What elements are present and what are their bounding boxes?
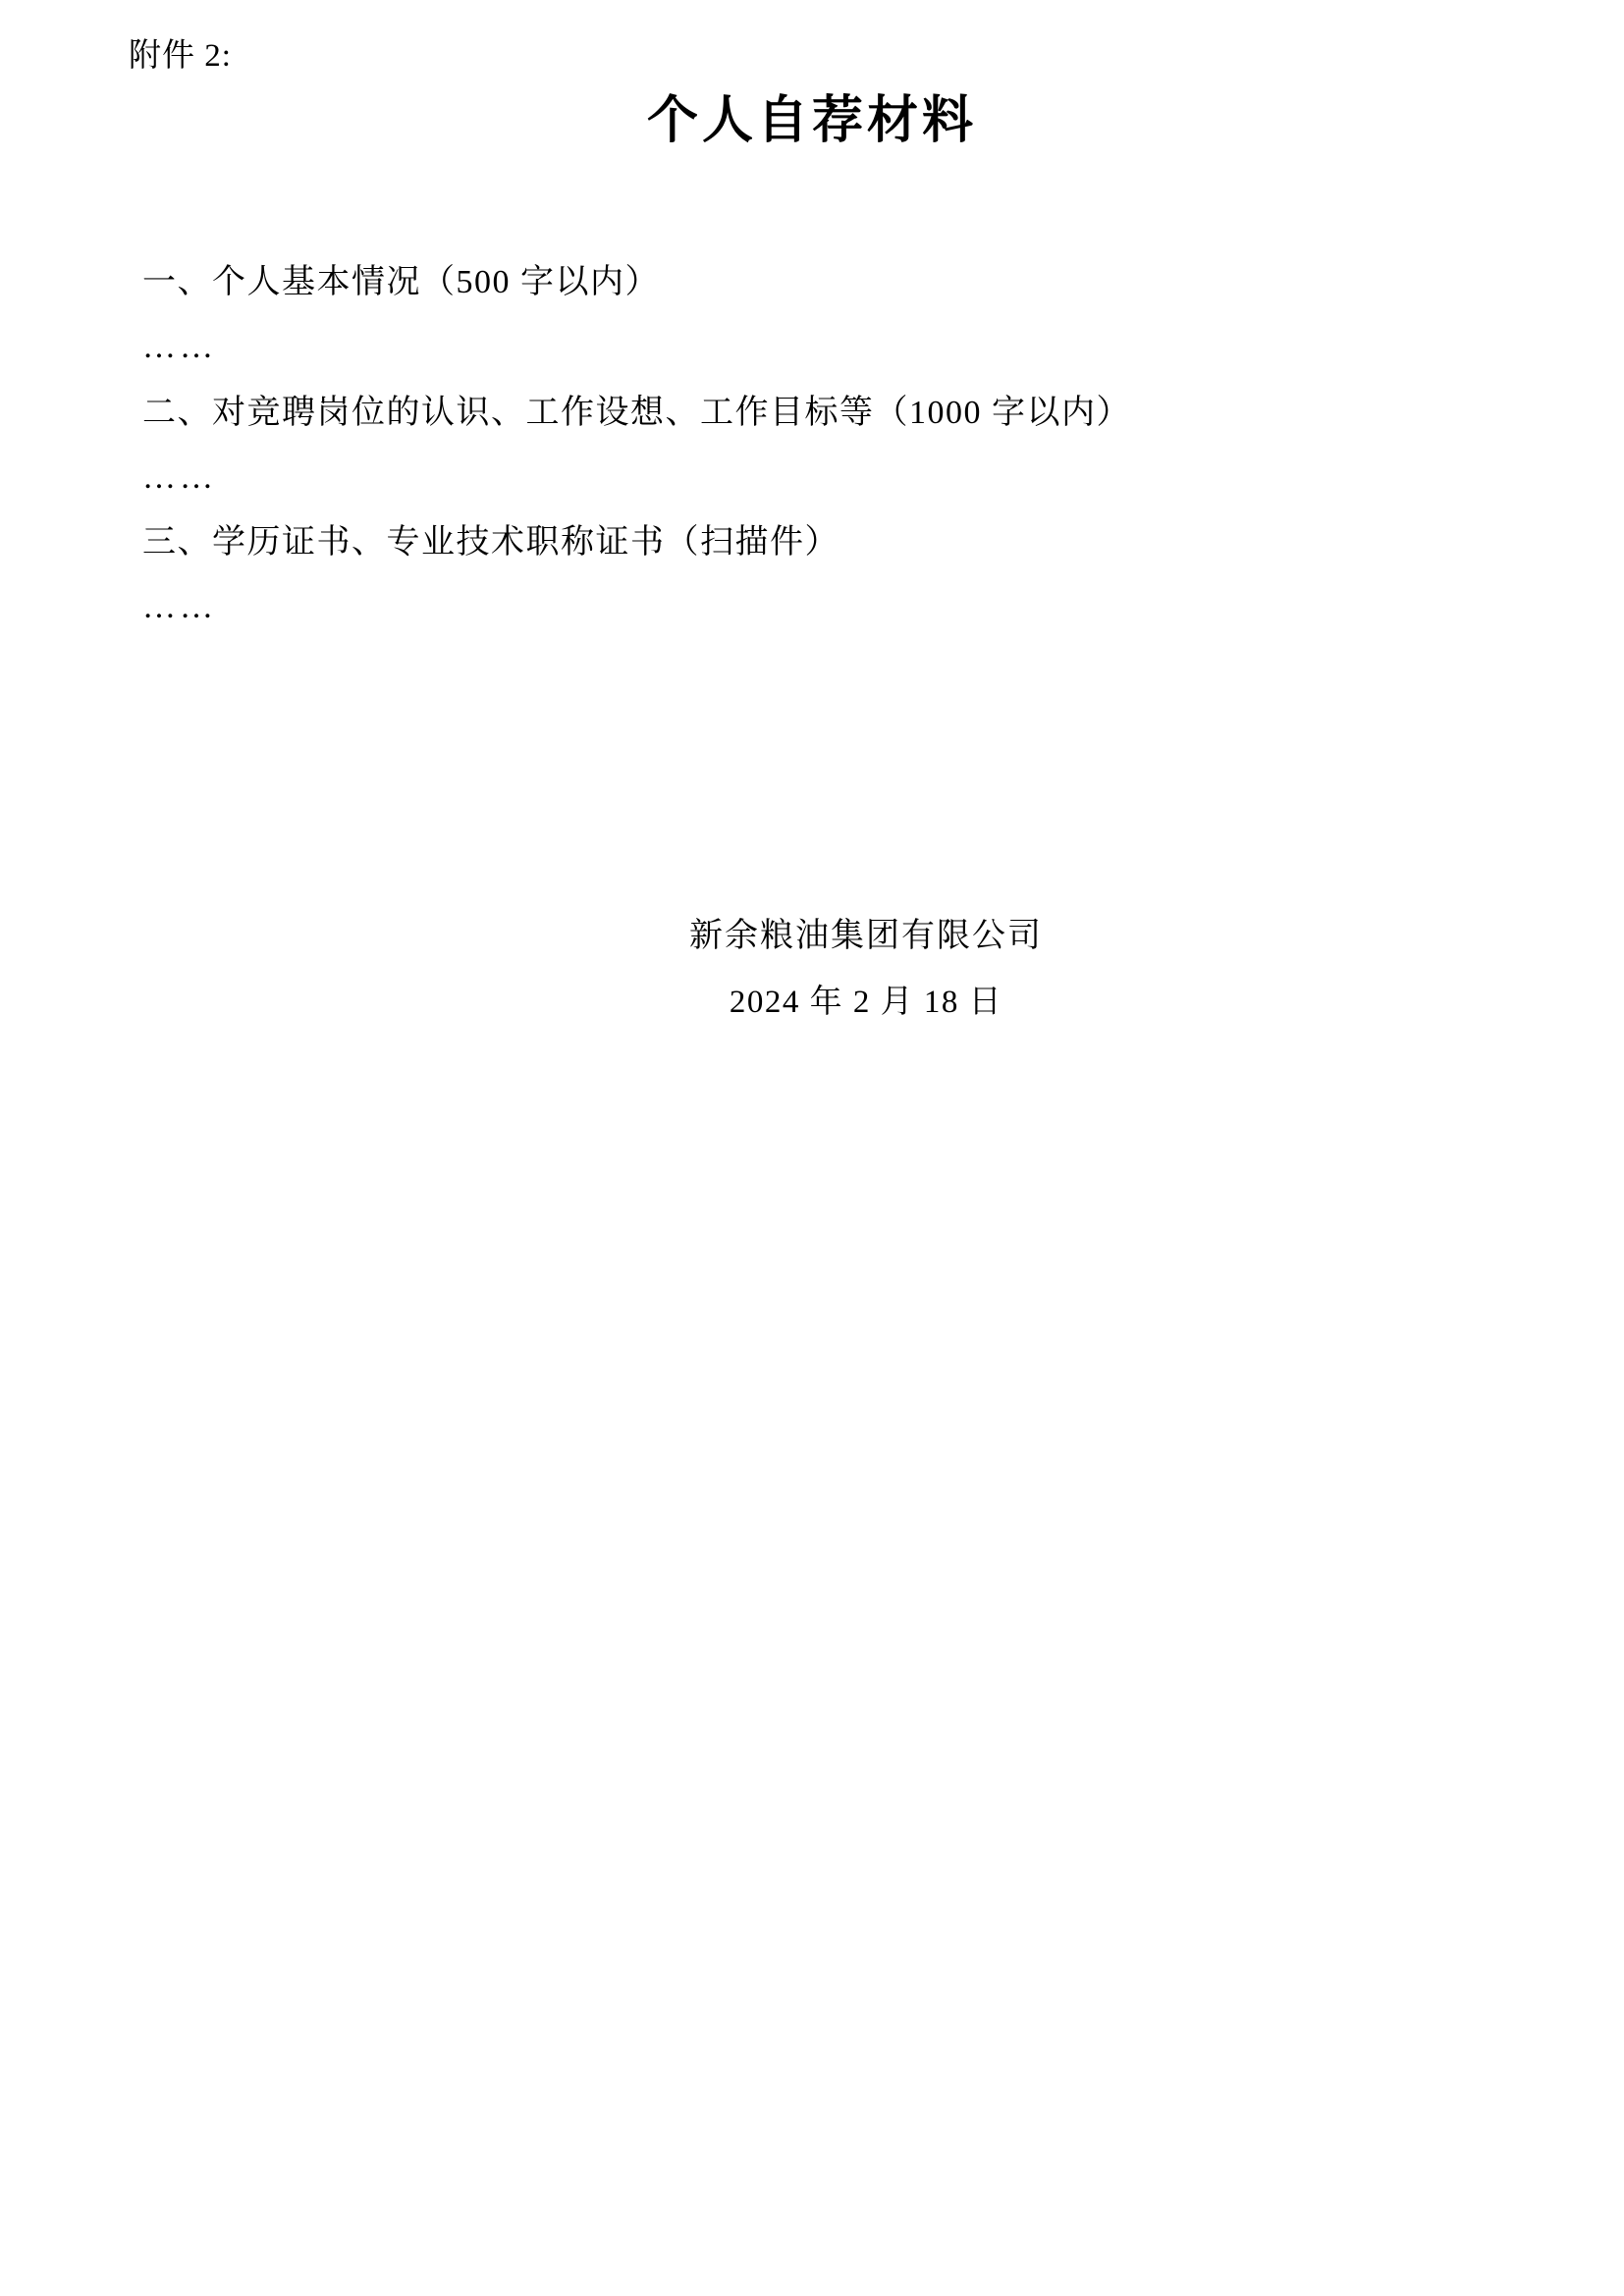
section-heading-3: 三、学历证书、专业技术职称证书（扫描件） (142, 524, 839, 561)
attachment-label: 附件 2: (129, 38, 232, 74)
section-heading-2: 二、对竞聘岗位的认识、工作设想、工作目标等（1000 字以内） (142, 394, 1131, 431)
signature-organization: 新余粮油集团有限公司 (689, 918, 1043, 954)
signature-date: 2024 年 2 月 18 日 (729, 985, 1003, 1020)
section-placeholder-2: …… (142, 458, 217, 496)
signature-block (0, 903, 1624, 1035)
document-body (142, 250, 1497, 641)
page-title: 个人自荐材料 (646, 90, 977, 150)
section-heading-1: 一、个人基本情况（500 字以内） (142, 264, 660, 300)
section-placeholder-1: …… (142, 329, 217, 366)
section-placeholder-3: …… (142, 589, 217, 626)
